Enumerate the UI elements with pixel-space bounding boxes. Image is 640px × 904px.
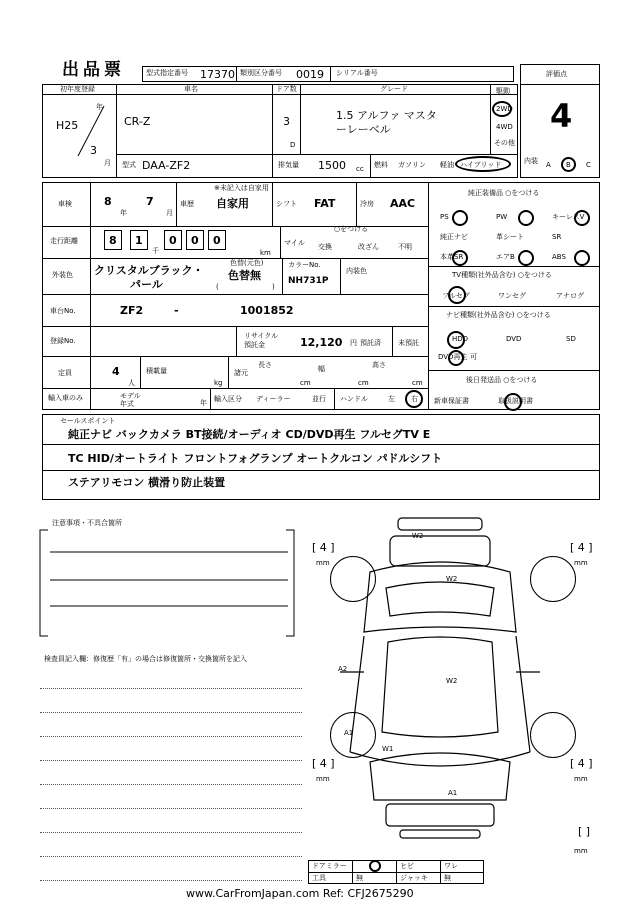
footer-watermark: www.CarFromJapan.com Ref: CFJ2675290 [186, 887, 414, 900]
tire-front-right [530, 556, 576, 602]
legend-grid [308, 860, 484, 884]
aftermarket-title: 後日発送品 ○をつける [466, 376, 538, 384]
divider [396, 860, 397, 872]
fuel-gasoline: ガソリン [398, 161, 426, 169]
divider [280, 226, 281, 258]
equipment-item: 本革SR [440, 253, 464, 261]
recycle-label: リサイクル預託金 [244, 332, 279, 349]
shaken-month-unit: 月 [166, 209, 173, 217]
tire-front-left [330, 556, 376, 602]
handle-label: ハンドル [340, 395, 368, 403]
model-year-unit: 年 [200, 399, 207, 407]
chassis-prefix: ZF2 [120, 304, 144, 317]
doors-value: 3 [283, 115, 290, 128]
sales-points-label: セールスポイント [60, 417, 116, 425]
divider [282, 258, 283, 294]
shift-value: FAT [314, 197, 336, 210]
type-cert-number: 17370 [200, 68, 235, 81]
divider [176, 182, 177, 226]
divider [42, 94, 518, 95]
inspector-label: 検査員記入欄：修復歴「有」の場合は修復箇所・交換箇所を記入 [44, 655, 247, 663]
meter-replaced: 交換 [318, 243, 332, 251]
fuel-label: 燃料 [374, 161, 388, 169]
grade-label: グレード [380, 85, 408, 93]
mark-a1-rear: A1 [448, 789, 458, 797]
year-unit: 年 [96, 103, 103, 111]
grade-line1: 1.5 アルファ マスタ [336, 109, 437, 122]
equipment-item-circle [452, 250, 468, 266]
divider [42, 444, 600, 445]
recycle-amount: 12,120 [300, 336, 343, 349]
displacement-label: 排気量 [278, 161, 299, 169]
divider [356, 182, 357, 226]
mark-w2-hood: W2 [446, 575, 458, 583]
interior-b-circle [561, 157, 576, 172]
usage-value: 自家用 [216, 197, 249, 210]
legend-cell: ワレ [444, 862, 458, 870]
drive-2wd: 2WD [496, 105, 513, 113]
divider [272, 84, 273, 154]
equipment-item: PW [496, 213, 508, 221]
car-name-label: 車名 [184, 85, 198, 93]
legend-cell: ヒビ [400, 862, 414, 870]
usage-note: ※未記入は自家用 [214, 184, 269, 192]
import-label: 輸入車のみ [48, 394, 83, 402]
length-cm: cm [300, 379, 311, 387]
repaint-label: 色替(元色) [230, 259, 264, 267]
handle-left: 左 [388, 395, 395, 403]
inspector-line [40, 760, 302, 761]
chassis-number: 1001852 [240, 304, 294, 317]
interior-c: C [586, 161, 591, 169]
divider [272, 154, 273, 178]
divider [42, 470, 600, 471]
divider [116, 84, 117, 178]
navi-sd: SD [566, 335, 576, 343]
tv-fullseg-circle [448, 286, 466, 304]
tv-fullseg: フルセグ [442, 292, 470, 300]
divider [490, 84, 491, 154]
mileage-digit-box [130, 230, 148, 250]
model-year-label: モデル年式 [120, 392, 141, 408]
tv-oneseg: ワンセグ [498, 292, 526, 300]
exterior-color-label: 外装色 [52, 271, 73, 279]
legend-circle [369, 860, 381, 872]
divider [42, 356, 428, 357]
divider [42, 226, 428, 227]
mileage-digit-box [208, 230, 226, 250]
fuel-diesel: 軽油 [440, 161, 454, 169]
equipment-item-circle [518, 250, 534, 266]
sales-points-line3: ステアリモコン 横滑り防止装置 [68, 476, 226, 489]
inspector-line [40, 736, 302, 737]
fuel-hybrid-circle [455, 156, 511, 172]
fuel-hybrid: ハイブリッド [460, 161, 502, 169]
chassis-label: 車台No. [50, 307, 76, 315]
divider [392, 326, 393, 356]
import-dealer: ディーラー [256, 395, 291, 403]
equipment-item: エアB [496, 253, 515, 261]
header-id-strip [142, 66, 514, 82]
mark-w1: W1 [382, 745, 394, 753]
equipment-item-circle [574, 210, 590, 226]
meter-check-label: ○をつける [334, 225, 369, 233]
repaint-value: 色替無 [228, 269, 261, 282]
door-unit: D [290, 141, 296, 149]
tv-title: TV種類(社外品含む) ○をつける [452, 271, 552, 279]
first-reg-label: 初年度登録 [60, 85, 95, 93]
load-label: 積載量 [146, 367, 167, 375]
equipment-item: ABS [552, 253, 566, 261]
thousand-unit: 千 [152, 247, 159, 255]
mileage-digit: 0 [213, 234, 221, 247]
mileage-digit-box [104, 230, 122, 250]
issues-label: 注意事項・不具合箇所 [52, 519, 122, 527]
equipment-item: キーレスV [552, 213, 585, 221]
mark-a2-side: A2 [338, 665, 348, 673]
score-value: 4 [550, 97, 573, 135]
divider [116, 154, 518, 155]
equipment-item-circle [518, 210, 534, 226]
shaken-year-unit: 年 [120, 209, 127, 217]
width-label: 幅 [318, 365, 325, 373]
mileage-digit-box [164, 230, 182, 250]
legend-cell: ジャッキ [400, 874, 428, 882]
equipment-item-circle [452, 210, 468, 226]
kg-unit: kg [214, 379, 223, 387]
reg-no-label: 登録No. [50, 337, 76, 345]
divider [236, 326, 237, 356]
drive-2wd-circle [492, 101, 512, 117]
handle-right-circle [405, 390, 423, 408]
divider [140, 356, 141, 388]
divider [272, 182, 273, 226]
paren-close: ) [272, 283, 275, 291]
tread-rear-left: [ 4 ] [312, 757, 335, 770]
divider [428, 182, 429, 410]
shaken-month: 7 [146, 195, 154, 208]
inspector-line [40, 808, 302, 809]
mileage-digit: 0 [169, 234, 177, 247]
height-label: 高さ [372, 361, 386, 369]
color-no-label: カラーNo. [288, 261, 321, 269]
divider [340, 258, 341, 294]
drive-label: 駆動 [496, 87, 510, 95]
manual-circle [504, 393, 522, 411]
doors-label: ドア数 [276, 85, 297, 93]
divider [42, 294, 428, 295]
interior-b: B [566, 161, 571, 169]
grade-line2: ーレーベル [336, 123, 391, 136]
mileage-label: 走行距離 [50, 237, 78, 245]
cc-unit: cc [356, 165, 364, 173]
divider [228, 356, 229, 388]
interior-a: A [546, 161, 551, 169]
shift-label: シフト [276, 200, 297, 208]
usage-label: 車歴 [180, 200, 194, 208]
divider [42, 326, 428, 327]
tread-unit: mm [574, 775, 588, 783]
tread-front-right: [ 4 ] [570, 541, 593, 554]
form-title: 出品票 [62, 60, 125, 80]
ac-value: AAC [390, 197, 416, 210]
import-parallel: 並行 [312, 395, 326, 403]
width-cm: cm [358, 379, 369, 387]
tv-analog: アナログ [556, 292, 584, 300]
navi-dvd-play: DVD再生 [438, 353, 468, 361]
shaken-label: 車検 [58, 200, 72, 208]
capacity-label: 定員 [58, 369, 72, 377]
drive-4wd: 4WD [496, 123, 513, 131]
legend-cell: 無 [444, 874, 451, 882]
capacity-value: 4 [112, 365, 120, 378]
inspector-line [40, 712, 302, 713]
equipment-item: SR [552, 233, 562, 241]
mark-w2-center: W2 [446, 677, 458, 685]
mark-a1-tire: A1 [344, 729, 354, 737]
divider [428, 370, 600, 371]
divider [396, 872, 397, 884]
type-cert-label: 型式指定番号 [146, 69, 188, 77]
navi-possible: 可 [470, 353, 477, 361]
divider [370, 154, 371, 178]
meter-unknown: 不明 [398, 243, 412, 251]
dims-label: 諸元 [234, 369, 248, 377]
inspector-line [40, 880, 302, 881]
divider [236, 66, 237, 82]
equipment-item: 純正ナビ [440, 233, 468, 241]
divider [300, 84, 301, 154]
warranty-book: 新車保証書 [434, 397, 469, 405]
tread-unit: mm [316, 559, 330, 567]
chassis-dash: - [174, 304, 179, 317]
color-no-value: NH731P [288, 276, 329, 286]
divider [440, 872, 441, 884]
height-cm: cm [412, 379, 423, 387]
inspector-line [40, 784, 302, 785]
import-type-label: 輸入区分 [214, 395, 242, 403]
first-reg-era-year: H25 [56, 119, 79, 132]
recycle-unit: 円 [350, 339, 357, 347]
navi-hdd: HDD [452, 335, 469, 343]
first-reg-month: 3 [90, 144, 97, 157]
genuine-title: 純正装備品 ○をつける [468, 189, 540, 197]
divider [352, 872, 353, 884]
km-unit: km [260, 249, 271, 257]
mileage-digit: 1 [135, 234, 143, 247]
mileage-digit: 0 [191, 234, 199, 247]
sales-points-line1: 純正ナビ バックカメラ BT接続/オーディオ CD/DVD再生 フルセグTV E [68, 428, 431, 441]
recycle-unpaid: 未預託 [398, 339, 419, 347]
recycle-paid: 預託済 [360, 339, 381, 347]
model-label: 型式 [122, 161, 136, 169]
interior-color-label: 内装色 [346, 267, 367, 275]
model-code: DAA-ZF2 [142, 159, 191, 172]
equipment-item: 革シート [496, 233, 524, 241]
divider [520, 84, 600, 85]
legend-cell: 無 [356, 874, 363, 882]
tire-rear-right [530, 712, 576, 758]
equipment-item: PS [440, 213, 449, 221]
exterior-color-line1: クリスタルブラック・ [94, 264, 204, 277]
shaken-year: 8 [104, 195, 112, 208]
inspector-line [40, 688, 302, 689]
divider [42, 388, 428, 389]
inspector-line [40, 856, 302, 857]
divider [440, 860, 441, 872]
interior-label: 内装 [524, 157, 538, 165]
divider [352, 860, 353, 872]
tread-unit: mm [574, 559, 588, 567]
navi-dvd: DVD [506, 335, 522, 343]
divider [210, 388, 211, 410]
month-unit: 月 [104, 159, 111, 167]
mileage-digit-box [186, 230, 204, 250]
tread-unit: mm [574, 847, 588, 855]
drive-other: その他 [494, 139, 515, 147]
divider [334, 388, 335, 410]
person-unit: 人 [128, 379, 135, 387]
handle-right: 右 [411, 395, 418, 403]
class-label: 類別区分番号 [240, 69, 282, 77]
issues-frame [38, 528, 298, 638]
divider [428, 306, 600, 307]
displacement-value: 1500 [318, 159, 346, 172]
inspector-line [40, 832, 302, 833]
divider [90, 182, 91, 410]
tread-front-left: [ 4 ] [312, 541, 335, 554]
exterior-color-line2: パール [130, 278, 163, 291]
tread-spare: [ ] [578, 825, 591, 838]
divider [428, 266, 600, 267]
score-label: 評価点 [546, 70, 567, 78]
mark-w2-roof: W2 [412, 532, 424, 540]
length-label: 長さ [258, 361, 272, 369]
paren-open: ( [216, 283, 219, 291]
divider [330, 66, 331, 82]
sales-points-line2: TC HID/オートライト フロントフォグランプ オートクルコン パドルシフト [68, 452, 443, 465]
class-number: 0019 [296, 68, 324, 81]
navi-dvd-play-circle [448, 350, 464, 366]
ac-label: 冷房 [360, 200, 374, 208]
legend-cell: 工具 [312, 874, 326, 882]
navi-hdd-circle [447, 331, 465, 349]
navi-title: ナビ種類(社外品含む) ○をつける [446, 311, 551, 319]
manual: 取扱説明書 [498, 397, 533, 405]
tread-rear-right: [ 4 ] [570, 757, 593, 770]
mileage-digit: 8 [109, 234, 117, 247]
mile-label: マイル [284, 239, 305, 247]
tread-unit: mm [316, 775, 330, 783]
equipment-item-circle [574, 250, 590, 266]
legend-cell: ドアミラー [312, 862, 347, 870]
serial-label: シリアル番号 [336, 69, 378, 77]
meter-tampered: 改ざん [358, 243, 379, 251]
car-name: CR-Z [124, 115, 151, 128]
